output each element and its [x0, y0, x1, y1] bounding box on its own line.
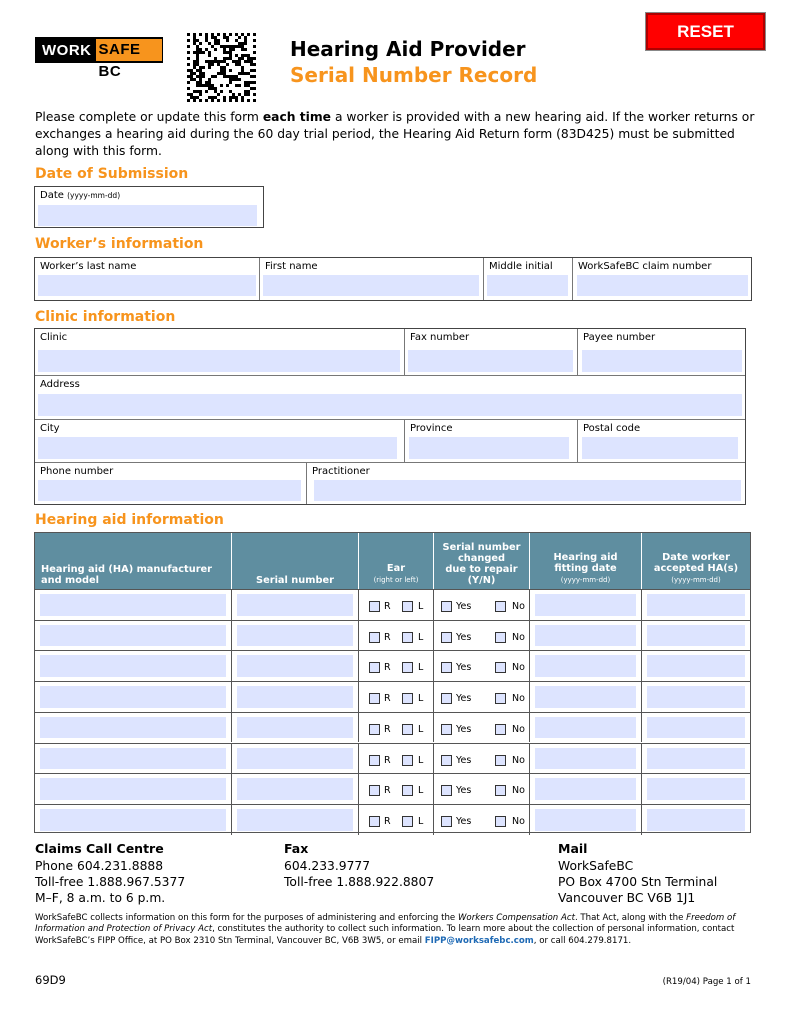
changed-yes-label: Yes: [456, 601, 472, 612]
worker-last-name-cell: [35, 258, 260, 300]
form-title: Hearing Aid Provider: [290, 37, 526, 61]
fitting-date-input[interactable]: [535, 594, 636, 616]
manufacturer-model-input[interactable]: [40, 748, 226, 770]
manufacturer-model-input[interactable]: [40, 778, 226, 800]
fitting-date-input[interactable]: [535, 809, 636, 831]
date-field-box: [34, 186, 264, 228]
ear-right-label: R: [384, 754, 391, 766]
fitting-date-cell: [530, 774, 642, 804]
manufacturer-model-input[interactable]: [40, 625, 226, 647]
mail-line-1: WorkSafeBC: [558, 859, 634, 873]
fitting-date-input[interactable]: [535, 717, 636, 739]
changed-no-label: No: [512, 631, 525, 643]
date-accepted-cell: [642, 713, 750, 743]
col-header-date-accepted: Date worker accepted HA(s) (yyyy-mm-dd): [642, 533, 750, 589]
changed-no-label: No: [512, 601, 525, 612]
changed-yes-label: Yes: [456, 754, 472, 766]
ear-right-label: R: [384, 631, 391, 643]
ear-cell: [359, 774, 434, 804]
claim-number-label: WorkSafeBC claim number: [578, 261, 712, 272]
fax-heading: Fax: [284, 841, 309, 856]
first-name-cell: [260, 258, 484, 300]
ear-left-checkbox[interactable]: [402, 601, 413, 612]
manufacturer-cell: [35, 713, 232, 743]
ear-left-label: L: [418, 601, 424, 612]
logo-work-text: WORK: [42, 41, 92, 59]
changed-yes-checkbox[interactable]: [441, 785, 452, 796]
changed-yes-label: Yes: [456, 815, 472, 827]
date-label: Date (yyyy-mm-dd): [40, 190, 121, 201]
address-cell: [35, 376, 745, 419]
fipp-email-link[interactable]: FIPP@worksafebc.com: [424, 935, 534, 946]
ear-left-checkbox[interactable]: [402, 693, 413, 704]
fax-number-label: Fax number: [410, 332, 470, 343]
hearing-aid-section-heading: Hearing aid information: [35, 512, 224, 528]
date-accepted-cell: [642, 744, 750, 774]
fax-number-cell: [405, 329, 578, 375]
serial-changed-cell: [434, 713, 530, 743]
first-name-input[interactable]: [263, 275, 479, 296]
date-accepted-cell: [642, 590, 750, 620]
serial-cell: [232, 651, 359, 681]
changed-no-label: No: [512, 662, 525, 674]
ear-right-label: R: [384, 662, 391, 674]
worksafebc-logo: [35, 37, 163, 80]
ear-right-label: R: [384, 785, 391, 797]
serial-number-input[interactable]: [237, 748, 353, 770]
manufacturer-model-input[interactable]: [40, 809, 226, 831]
date-accepted-cell: [642, 774, 750, 804]
province-input[interactable]: [409, 437, 569, 459]
serial-cell: [232, 774, 359, 804]
fitting-date-input[interactable]: [535, 748, 636, 770]
date-accepted-input[interactable]: [647, 655, 745, 677]
ear-left-label: L: [418, 662, 424, 674]
changed-no-label: No: [512, 723, 525, 735]
mail-line-3: Vancouver BC V6B 1J1: [558, 891, 696, 905]
ear-right-checkbox[interactable]: [369, 662, 380, 673]
date-accepted-input[interactable]: [647, 686, 745, 708]
revision-page-info: (R19/04) Page 1 of 1: [662, 977, 751, 987]
fax-number-text: 604.233.9777: [284, 859, 371, 873]
postal-code-label: Postal code: [583, 423, 641, 434]
fitting-date-input[interactable]: [535, 686, 636, 708]
phone-number-input[interactable]: [38, 480, 301, 501]
ear-left-label: L: [418, 785, 424, 797]
first-name-label: First name: [265, 261, 318, 272]
worker-section-heading: Worker’s information: [35, 236, 204, 252]
table-row: [35, 620, 750, 651]
clinic-section-heading: Clinic information: [35, 309, 176, 325]
col-header-serial-changed: Serial number changed due to repair (Y/N): [434, 533, 530, 589]
serial-cell: [232, 682, 359, 712]
changed-no-label: No: [512, 815, 525, 827]
changed-no-checkbox[interactable]: [495, 816, 506, 827]
changed-yes-checkbox[interactable]: [441, 662, 452, 673]
serial-changed-cell: [434, 744, 530, 774]
ear-left-label: L: [418, 754, 424, 766]
fitting-date-cell: [530, 651, 642, 681]
fitting-date-cell: [530, 590, 642, 620]
date-accepted-cell: [642, 621, 750, 651]
table-row: [35, 773, 750, 804]
date-section-heading: Date of Submission: [35, 166, 189, 182]
serial-cell: [232, 621, 359, 651]
changed-no-checkbox[interactable]: [495, 755, 506, 766]
fitting-date-input[interactable]: [535, 625, 636, 647]
table-row: [35, 712, 750, 743]
ear-right-label: R: [384, 693, 391, 705]
manufacturer-cell: [35, 774, 232, 804]
ear-right-checkbox[interactable]: [369, 632, 380, 643]
phone-number-label: Phone number: [40, 466, 114, 477]
claims-tollfree: Toll-free 1.888.967.5377: [35, 875, 186, 889]
claim-number-cell: [573, 258, 751, 300]
table-row: [35, 743, 750, 774]
date-accepted-input[interactable]: [647, 809, 745, 831]
fitting-date-cell: [530, 805, 642, 835]
fax-contact-block: [284, 841, 434, 890]
manufacturer-cell: [35, 621, 232, 651]
worker-last-name-label: Worker’s last name: [40, 261, 137, 272]
hearing-aid-table: [34, 532, 751, 833]
date-accepted-input[interactable]: [647, 748, 745, 770]
fitting-date-cell: [530, 744, 642, 774]
serial-number-input[interactable]: [237, 717, 353, 739]
date-accepted-cell: [642, 682, 750, 712]
date-accepted-input[interactable]: [647, 625, 745, 647]
city-label: City: [40, 423, 60, 434]
barcode-2d-icon: [187, 33, 256, 102]
ear-left-checkbox[interactable]: [402, 785, 413, 796]
middle-initial-cell: [484, 258, 573, 300]
practitioner-cell: [307, 463, 745, 504]
col-header-serial: Serial number: [232, 533, 359, 589]
changed-no-checkbox[interactable]: [495, 601, 506, 612]
changed-yes-checkbox[interactable]: [441, 755, 452, 766]
serial-changed-cell: [434, 621, 530, 651]
postal-code-cell: [578, 420, 745, 462]
manufacturer-cell: [35, 651, 232, 681]
serial-cell: [232, 805, 359, 835]
practitioner-label: Practitioner: [312, 466, 370, 477]
changed-no-label: No: [512, 785, 525, 797]
manufacturer-model-input[interactable]: [40, 655, 226, 677]
ear-left-label: L: [418, 723, 424, 735]
changed-yes-label: Yes: [456, 631, 472, 643]
changed-yes-checkbox[interactable]: [441, 816, 452, 827]
middle-initial-input[interactable]: [487, 275, 568, 296]
postal-code-input[interactable]: [582, 437, 738, 459]
changed-yes-checkbox[interactable]: [441, 724, 452, 735]
practitioner-input[interactable]: [314, 480, 741, 501]
ear-cell: [359, 682, 434, 712]
fitting-date-cell: [530, 682, 642, 712]
serial-number-input[interactable]: [237, 686, 353, 708]
changed-yes-label: Yes: [456, 723, 472, 735]
manufacturer-cell: [35, 744, 232, 774]
address-label: Address: [40, 379, 80, 390]
manufacturer-model-input[interactable]: [40, 686, 226, 708]
manufacturer-cell: [35, 590, 232, 620]
col-header-ear: Ear (right or left): [359, 533, 434, 589]
ear-left-checkbox[interactable]: [402, 755, 413, 766]
changed-yes-checkbox[interactable]: [441, 632, 452, 643]
serial-changed-cell: [434, 590, 530, 620]
col-header-fitting-date: Hearing aid fitting date (yyyy-mm-dd): [530, 533, 642, 589]
ear-left-label: L: [418, 693, 424, 705]
payee-number-label: Payee number: [583, 332, 656, 343]
ear-right-checkbox[interactable]: [369, 724, 380, 735]
ear-cell: [359, 805, 434, 835]
mail-heading: Mail: [558, 841, 588, 856]
changed-yes-label: Yes: [456, 785, 472, 797]
ear-cell: [359, 621, 434, 651]
fitting-date-input[interactable]: [535, 655, 636, 677]
date-accepted-input[interactable]: [647, 778, 745, 800]
manufacturer-cell: [35, 682, 232, 712]
changed-no-checkbox[interactable]: [495, 632, 506, 643]
claims-heading: Claims Call Centre: [35, 841, 164, 856]
changed-no-checkbox[interactable]: [495, 724, 506, 735]
serial-number-input[interactable]: [237, 594, 353, 616]
ear-right-checkbox[interactable]: [369, 785, 380, 796]
ear-cell: [359, 744, 434, 774]
changed-no-label: No: [512, 693, 525, 705]
ear-right-label: R: [384, 601, 391, 612]
col-header-manufacturer: Hearing aid (HA) manufacturer and model: [35, 533, 232, 589]
serial-changed-cell: [434, 774, 530, 804]
changed-yes-checkbox[interactable]: [441, 601, 452, 612]
clinic-cell: [35, 329, 405, 375]
date-accepted-cell: [642, 805, 750, 835]
ear-left-checkbox[interactable]: [402, 724, 413, 735]
ear-right-label: R: [384, 815, 391, 827]
changed-yes-checkbox[interactable]: [441, 693, 452, 704]
logo-safe-text: SAFE BC: [96, 39, 163, 61]
serial-number-input[interactable]: [237, 625, 353, 647]
clinic-info-box: [34, 328, 746, 505]
ear-right-checkbox[interactable]: [369, 816, 380, 827]
worker-last-name-input[interactable]: [38, 275, 256, 296]
changed-yes-label: Yes: [456, 662, 472, 674]
changed-no-label: No: [512, 754, 525, 766]
worker-info-box: [34, 257, 752, 301]
serial-number-input[interactable]: [237, 655, 353, 677]
claims-phone: Phone 604.231.8888: [35, 859, 164, 873]
changed-no-checkbox[interactable]: [495, 785, 506, 796]
fitting-date-input[interactable]: [535, 778, 636, 800]
serial-changed-cell: [434, 682, 530, 712]
city-input[interactable]: [38, 437, 397, 459]
reset-button[interactable]: RESET: [646, 13, 765, 50]
changed-no-checkbox[interactable]: [495, 662, 506, 673]
fitting-date-cell: [530, 621, 642, 651]
fax-number-input[interactable]: [408, 350, 573, 372]
ear-right-checkbox[interactable]: [369, 693, 380, 704]
clinic-label: Clinic: [40, 332, 68, 343]
mail-line-2: PO Box 4700 Stn Terminal: [558, 875, 718, 889]
province-label: Province: [410, 423, 453, 434]
ear-left-label: L: [418, 631, 424, 643]
middle-initial-label: Middle initial: [489, 261, 553, 272]
manufacturer-cell: [35, 805, 232, 835]
ear-right-checkbox[interactable]: [369, 601, 380, 612]
serial-number-input[interactable]: [237, 778, 353, 800]
changed-yes-label: Yes: [456, 693, 472, 705]
claim-number-input[interactable]: [577, 275, 748, 296]
ear-cell: [359, 651, 434, 681]
mail-contact-block: [558, 841, 717, 906]
date-accepted-cell: [642, 651, 750, 681]
ear-cell: [359, 713, 434, 743]
table-row: [35, 804, 750, 835]
table-row: [35, 650, 750, 681]
city-cell: [35, 420, 405, 462]
ear-right-label: R: [384, 723, 391, 735]
date-of-submission-input[interactable]: [38, 205, 257, 226]
ear-left-checkbox[interactable]: [402, 632, 413, 643]
fax-tollfree: Toll-free 1.888.922.8807: [284, 875, 435, 889]
table-row: [35, 681, 750, 712]
claims-hours: M–F, 8 a.m. to 6 p.m.: [35, 891, 166, 905]
serial-number-input[interactable]: [237, 809, 353, 831]
payee-number-input[interactable]: [582, 350, 742, 372]
ear-left-label: L: [418, 815, 424, 827]
phone-number-cell: [35, 463, 307, 504]
manufacturer-model-input[interactable]: [40, 594, 226, 616]
date-accepted-input[interactable]: [647, 594, 745, 616]
ear-right-checkbox[interactable]: [369, 755, 380, 766]
form-subtitle: Serial Number Record: [290, 63, 538, 87]
date-accepted-input[interactable]: [647, 717, 745, 739]
serial-cell: [232, 713, 359, 743]
privacy-notice: WorkSafeBC collects information on this form for the purposes of administering and enforcing the Workers Compensation Act. That Act, along with the Freedom of Information and Protection of Privacy Act, constitutes the authority to collect such information. To learn more about the collection of personal information, contact WorkSafeBC’s FIPP Office, at PO Box 2310 Stn Terminal, Vancouver BC, V6B 3W5, or email FIPP@worksafebc.com, or call 604.279.8171.: [35, 913, 736, 946]
payee-number-cell: [578, 329, 745, 375]
ear-left-checkbox[interactable]: [402, 662, 413, 673]
serial-changed-cell: [434, 651, 530, 681]
changed-no-checkbox[interactable]: [495, 693, 506, 704]
table-row: [35, 589, 750, 620]
fitting-date-cell: [530, 713, 642, 743]
ear-cell: [359, 590, 434, 620]
clinic-input[interactable]: [38, 350, 400, 372]
intro-text: Please complete or update this form each time a worker is provided with a new hearing aid. If the worker returns or exchanges a hearing aid during the 60 day trial period, the Hearing Aid Return form (83D425) must be submitted along with this form.: [35, 110, 755, 158]
manufacturer-model-input[interactable]: [40, 717, 226, 739]
ear-left-checkbox[interactable]: [402, 816, 413, 827]
serial-changed-cell: [434, 805, 530, 835]
form-number: 69D9: [35, 973, 66, 987]
serial-cell: [232, 744, 359, 774]
province-cell: [405, 420, 578, 462]
address-input[interactable]: [38, 394, 742, 416]
claims-contact-block: [35, 841, 185, 906]
serial-cell: [232, 590, 359, 620]
